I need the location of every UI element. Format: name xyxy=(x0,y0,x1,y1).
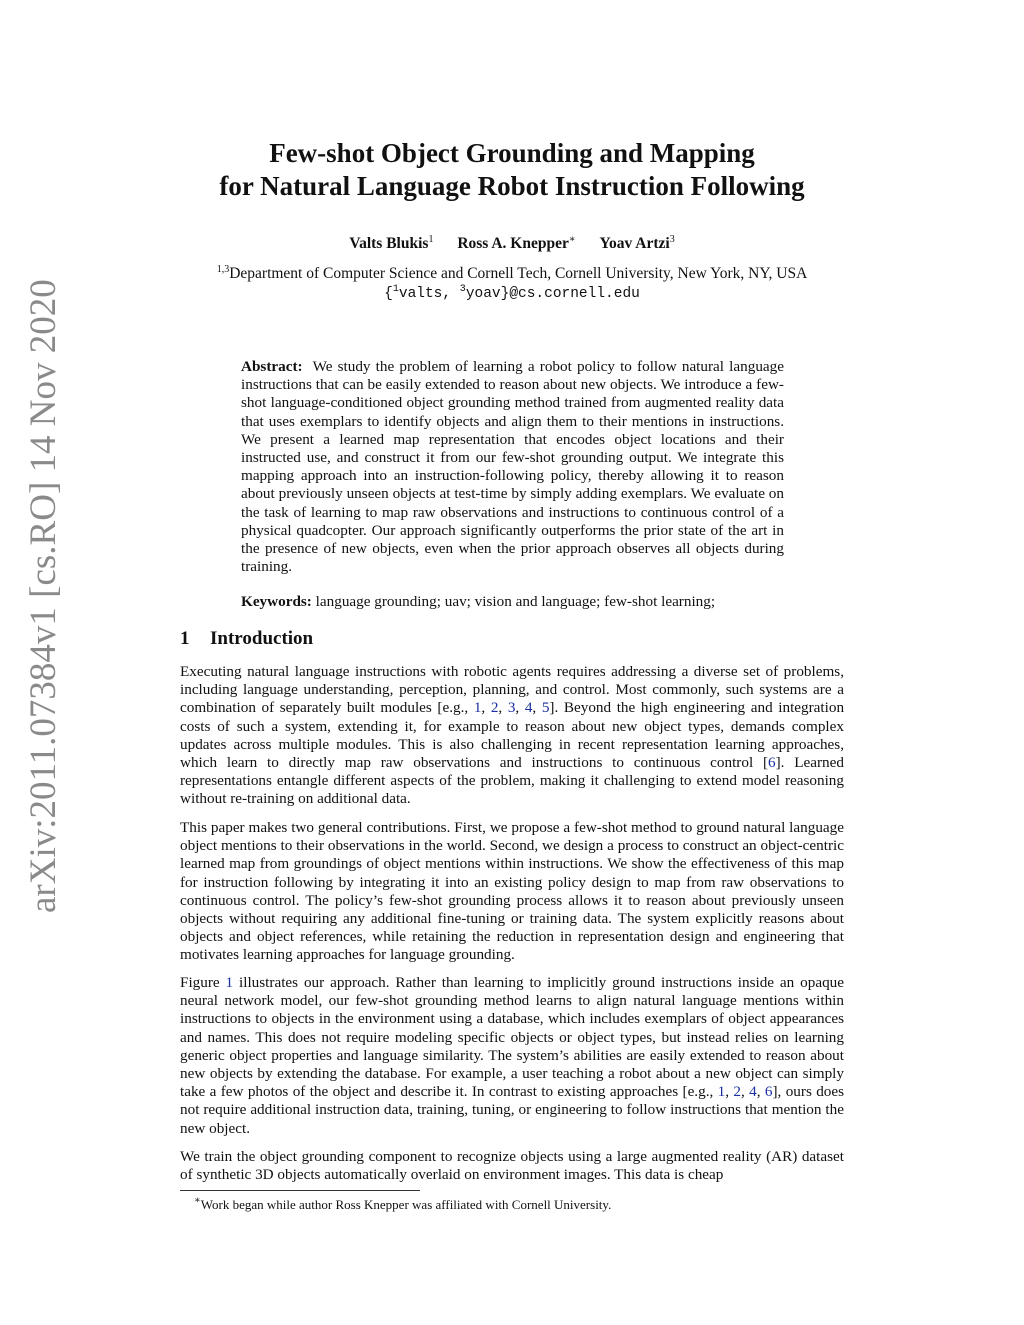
citation-link[interactable]: 6 xyxy=(768,754,776,772)
author: Yoav Artzi$^3$ xyxy=(599,234,675,252)
section-heading: 1 Introduction xyxy=(180,628,314,649)
citation-link[interactable]: 4 xyxy=(749,1083,757,1101)
authors xyxy=(180,234,844,253)
footnote: ∗Work began while author Ross Knepper was affiliated with Cornell University. xyxy=(194,1195,612,1212)
abstract-text: We study the problem of learning a robot policy to follow natural language instructions that can be easily extended to reason about new objects. We introduce a few-shot language-conditioned object grounding method trained from augmented reality data that uses exemplars to identify objects and align them to their mentions in instructions. We present a learned map representation that encodes object locations and their instructed use, and construct it from our few-shot grounding output. We integrate this mapping approach into an instruction-following policy, thereby allowing it to reason about previously unseen objects at test-time by simply adding exemplars. We evaluate on the task of learning to map raw observations and instructions to continuous control of a physical quadcopter. Our approach significantly outperforms the prior state of the art in the presence of new objects, even when the prior approach observes all objects during training. xyxy=(241,358,784,576)
citation-link[interactable]: 2 xyxy=(490,699,499,717)
paragraph-2: This paper makes two general contributions. First, we propose a few-shot method to ground natural language object mentions to their observations in the world. Second, we design a process to construct an object-centric learned map from groundings of object mentions within instructions. We show the effectiveness of this map for instruction following by integrating it into an existing policy design to map from raw observations to continuous control. The policy’s few-shot grounding process allows it to reason about previously unseen objects without requiring any additional fine-tuning or training data. The system explicitly reasons about objects and object references, while retaining the reduction in representation design and engineering that motivates learning approaches for language grounding. xyxy=(180,819,844,964)
affiliation: $^{1,3}$Department of Computer Science and Cornell Tech, Cornell University, New York, NY, USA xyxy=(216,264,808,282)
citation-link[interactable]: 4 xyxy=(524,699,533,717)
email: {$^1$valts, $^3$yoav}@cs.cornell.edu xyxy=(384,284,640,302)
author: Valts Blukis$^1$ xyxy=(349,234,434,252)
figure-link[interactable]: 1 xyxy=(225,974,234,991)
abstract-label: Abstract: xyxy=(241,358,303,375)
citation-link[interactable]: 1 xyxy=(717,1083,726,1101)
citation-link[interactable]: 1 xyxy=(473,699,482,717)
title-line-2: for Natural Language Robot Instruction Following xyxy=(219,171,805,201)
paragraph-1: Executing natural language instructions with robotic agents requires addressing a diverse set of problems, including language understanding, perception, planning, and control. Most commonly, such systems are a combination of separately built modules [e.g., 1, 2, 3, 4, 5]. Beyond the high engineering and integration costs of such a system, extending it, for example to reason about new object types, demands complex updates across multiple modules. This is also challenging in recent representation learning approaches, which learn to directly map raw observations and instructions to continuous control [6]. Learned representations entangle different aspects of the problem, making it challenging to extend model reasoning without re-training on additional data. xyxy=(180,663,845,808)
keywords: Keywords: language grounding; uav; vision and language; few-shot learning; xyxy=(241,593,716,610)
citation-link[interactable]: 3 xyxy=(507,699,516,717)
abstract xyxy=(241,358,784,576)
footnote-rule xyxy=(180,1190,420,1191)
author: Ross A. Knepper∗ xyxy=(457,234,576,252)
arxiv-stamp: arXiv:2011.07384v1 [cs.RO] 14 Nov 2020 xyxy=(23,279,64,913)
title-line-1: Few-shot Object Grounding and Mapping xyxy=(269,138,755,168)
citation-link[interactable]: 6 xyxy=(764,1083,773,1101)
citation-link[interactable]: 5 xyxy=(541,699,550,717)
paragraph-3: Figure 1 illustrates our approach. Rather than learning to implicitly ground instructions inside an opaque neural network model, our few-shot grounding method learns to align natural language mentions within instructions to objects in the environment using a database, which includes exemplars of object appearances and names. This does not require modeling specific objects or object types, but instead relies on learning generic object properties and language similarity. The system’s abilities are easily extended to reason about new objects by extending the database. For example, a user teaching a robot about a new object can simply take a few photos of the object and describe it. In contrast to existing approaches [e.g., 1, 2, 4, 6], ours does not require additional instruction data, training, tuning, or engineering to follow instructions that mention the new object. xyxy=(180,974,845,1137)
paragraph-4: We train the object grounding component to recognize objects using a large augmented reality (AR) dataset of synthetic 3D objects automatically overlaid on environment images. This data is cheap xyxy=(180,1148,844,1184)
citation-link[interactable]: 2 xyxy=(733,1083,741,1101)
